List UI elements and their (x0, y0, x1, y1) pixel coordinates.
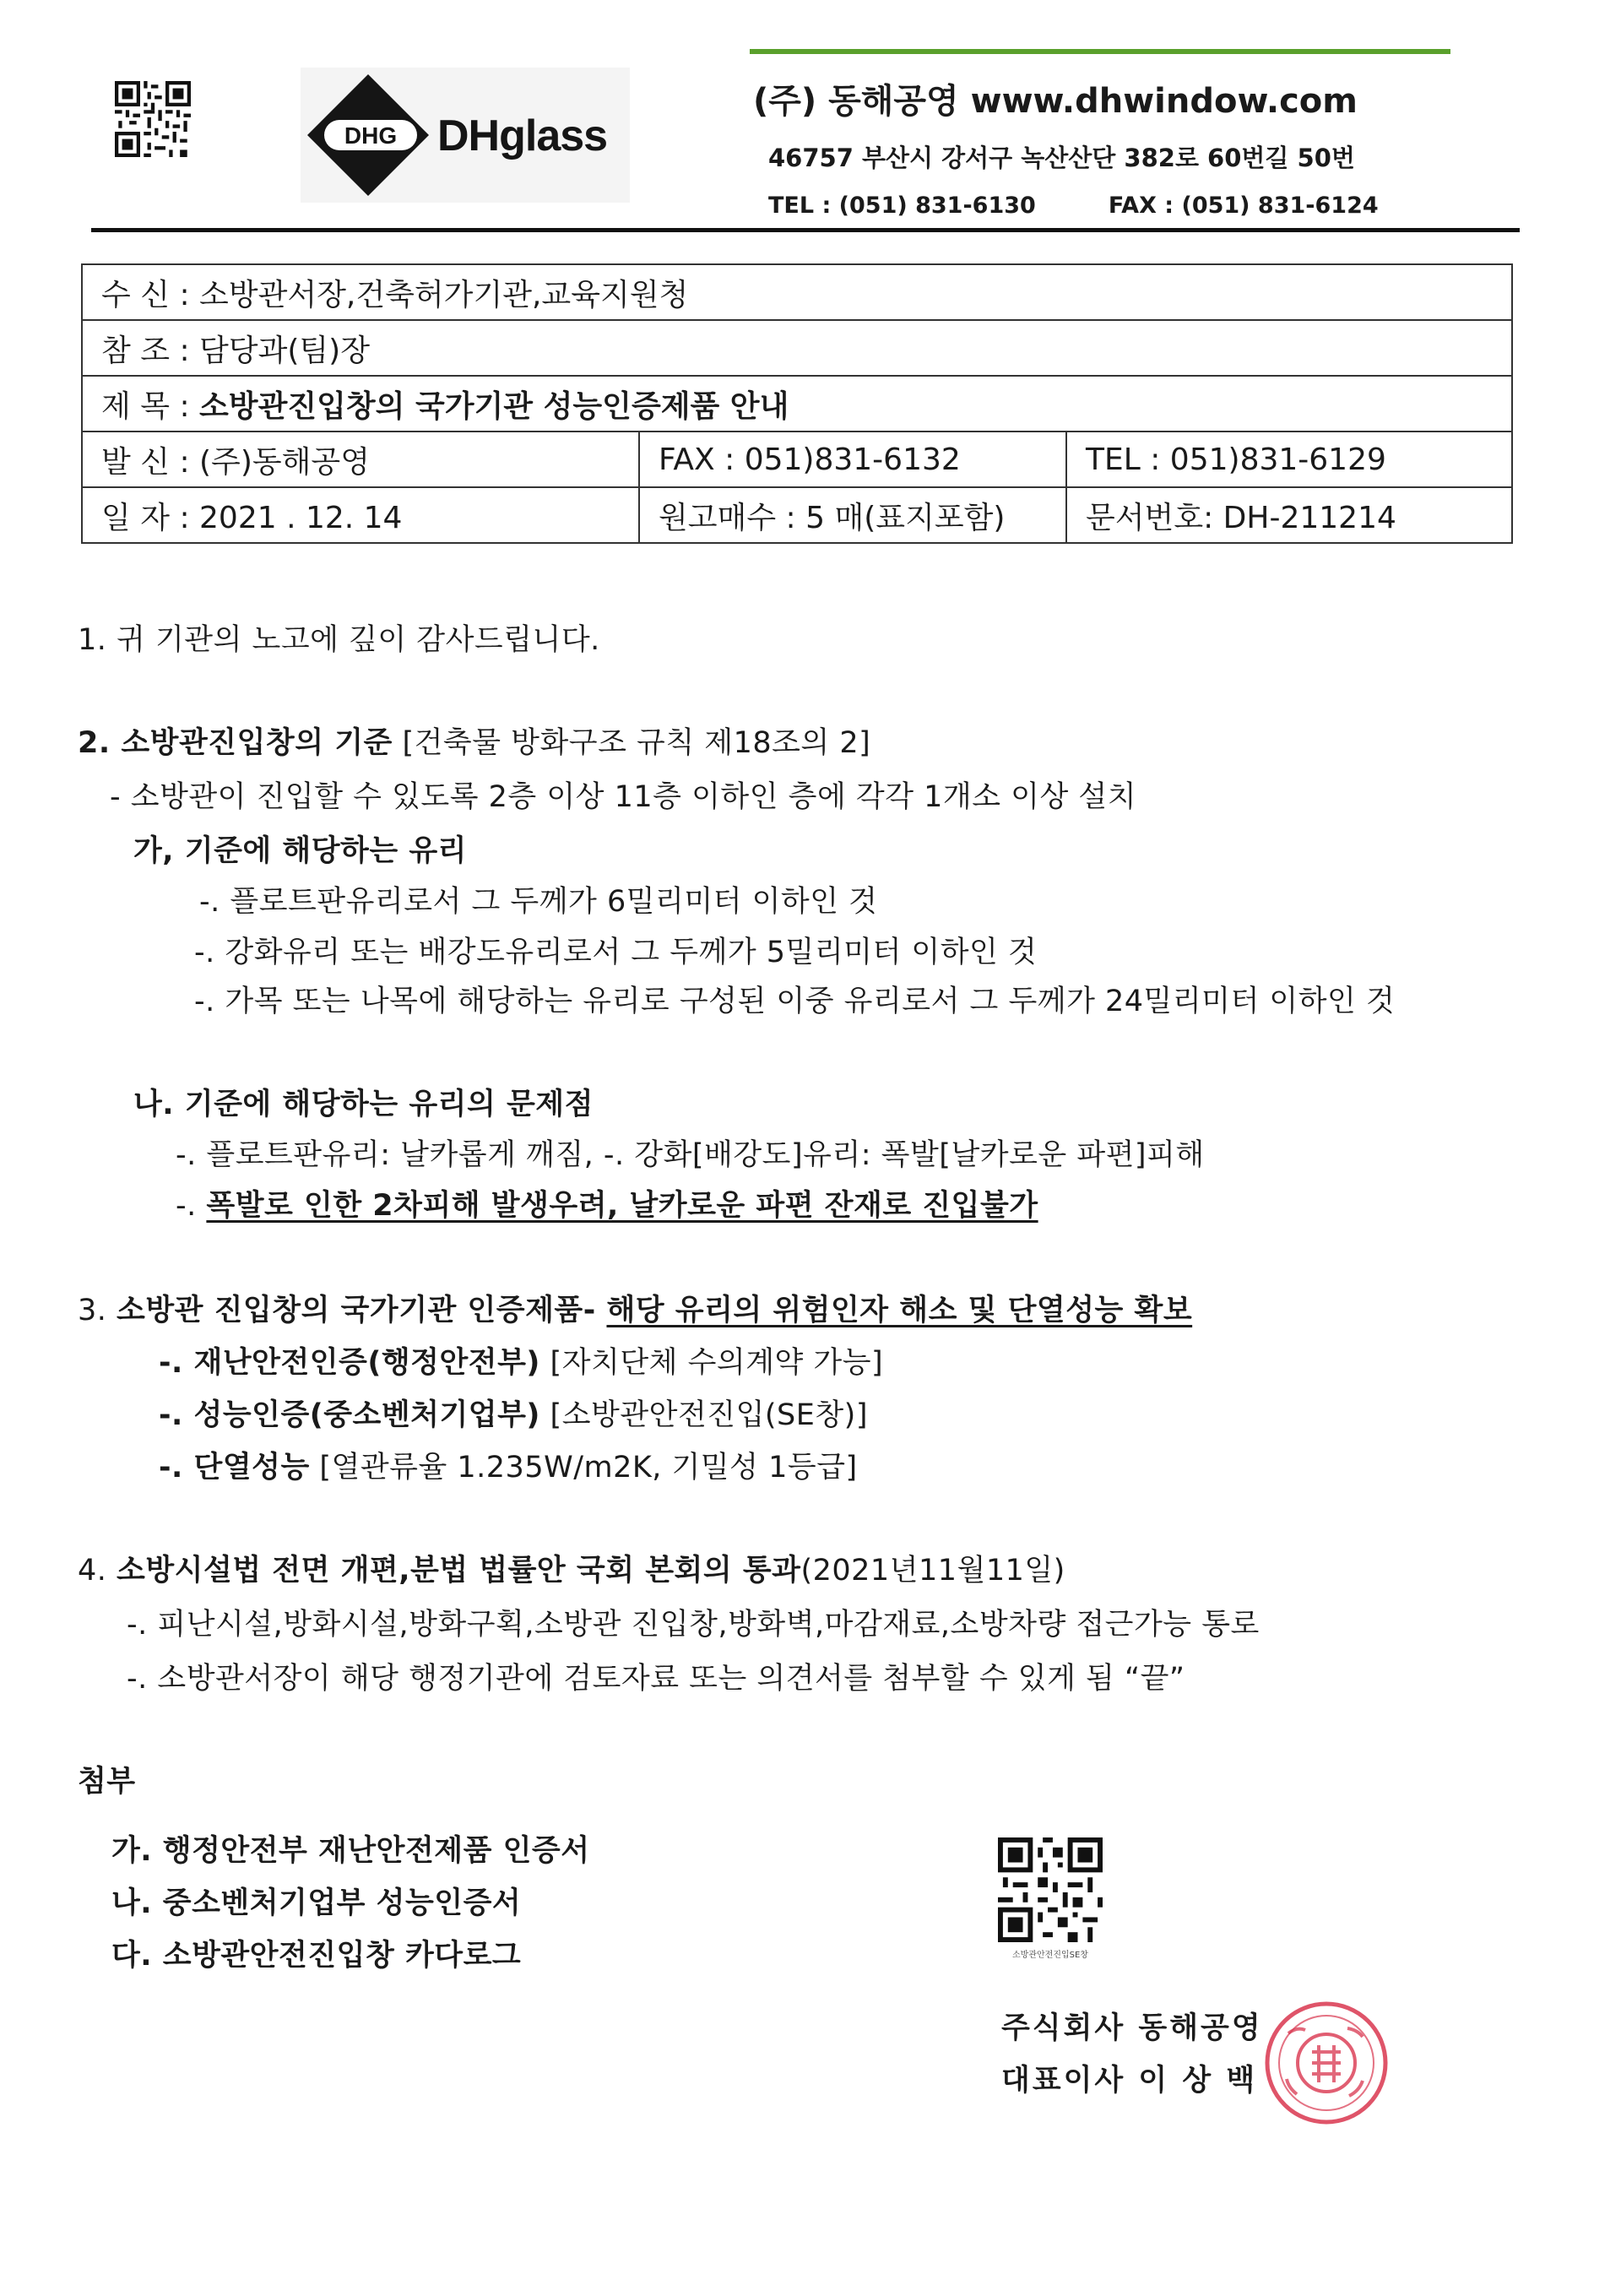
dhglass-logo (301, 68, 630, 203)
date-cell: 일 자 : 2021 . 12. 14 (82, 487, 639, 543)
para-3-item-3 (159, 1444, 858, 1486)
company-name-url: (주) 동해공영 www.dhwindow.com (753, 82, 1358, 121)
para-2-title: . 소방관진입창의 기준 (98, 726, 393, 760)
para-4-date: (2021년11월11일) (800, 1554, 1065, 1588)
logo-text-bold: DH (437, 111, 500, 160)
company-address: 46757 부산시 강서구 녹산산단 382로 60번길 50번 (768, 144, 1355, 172)
header-qr-code (115, 81, 191, 157)
doc-number-cell: 문서번호: DH-211214 (1066, 487, 1512, 543)
reference-cell: 참 조 : 담당과(팀)장 (82, 320, 1512, 376)
svg-text:DHglass (437, 111, 607, 160)
para-3-item-1 (159, 1339, 883, 1381)
attachment-item-1: 가. 행정안전부 재난안전제품 인증서 (111, 1834, 590, 1868)
para-4-item-2: -. 소방관서장이 해당 행정기관에 검토자료 또는 의견서를 첨부할 수 있게 됨 “끝” (127, 1662, 1185, 1696)
para-4-heading (78, 1547, 1065, 1589)
para-3-item-1-title: -. 재난안전인증(행정안전부) (159, 1346, 540, 1380)
recipient-cell: 수 신 : 소방관서장,건축허가기관,교육지원청 (82, 264, 1512, 320)
subject-cell (82, 376, 1512, 432)
section-na-item-1: -. 플로트판유리: 날카롭게 깨짐, -. 강화[배강도]유리: 폭발[날카로운 파편]피해 (176, 1138, 1205, 1172)
logo-text-light: glass (499, 111, 608, 160)
para-2-heading (78, 719, 870, 762)
para-3-title: 소방관 진입창의 국가기관 인증제품- (117, 1294, 607, 1327)
para-4-item-1: -. 피난시설,방화시설,방화구획,소방관 진입창,방화벽,마감재료,소방차량 접근가능 통로 (127, 1608, 1260, 1642)
sender-cell: 발 신 : (주)동해공영 (82, 432, 639, 487)
logo-badge-text: DHG (344, 122, 398, 149)
section-ga-title: 가, 기준에 해당하는 유리 (133, 834, 467, 868)
para-3-item-2-note: [소방관안전진입(SE창)] (539, 1398, 868, 1432)
section-na-item-2 (176, 1182, 1038, 1224)
para-2-line: - 소방관이 진입할 수 있도록 2층 이상 11층 이하인 층에 각각 1개소 이상 설치 (110, 780, 1137, 814)
pages-cell: 원고매수 : 5 매(표지포함) (639, 487, 1066, 543)
sender-fax-cell: FAX : 051)831-6132 (639, 432, 1066, 487)
green-rule (750, 49, 1450, 54)
signature-ceo: 대표이사 이 상 백 (1001, 2064, 1258, 2098)
attachment-item-2: 나. 중소벤처기업부 성능인증서 (111, 1886, 522, 1920)
para-3-underlined: 해당 유리의 위험인자 해소 및 단열성능 확보 (606, 1294, 1193, 1327)
para-2-number: 2 (78, 726, 99, 760)
section-na-item-2-dash: -. (176, 1189, 207, 1223)
document-info-table (81, 263, 1513, 544)
attachment-item-3: 다. 소방관안전진입창 카다로그 (111, 1939, 522, 1973)
para-3-number: 3. (78, 1294, 117, 1327)
para-3-item-3-note: [열관류율 1.235W/m2K, 기밀성 1등급] (309, 1451, 858, 1485)
attachments-title: 첨부 (78, 1765, 136, 1799)
para-4-number: 4. (78, 1554, 117, 1588)
header-rule (91, 228, 1520, 232)
company-contact (768, 193, 1379, 219)
company-tel: TEL : (051) 831-6130 (768, 193, 1036, 219)
para-1: 1. 귀 기관의 노고에 깊이 감사드립니다. (78, 623, 600, 657)
section-ga-item-2: -. 강화유리 또는 배강도유리로서 그 두께가 5밀리미터 이하인 것 (194, 936, 1038, 969)
para-3-item-1-note: [자치단체 수의계약 가능] (539, 1346, 884, 1380)
company-seal-stamp (1263, 2000, 1390, 2126)
qr-caption: 소방관안전진입SE창 (1012, 1951, 1088, 1960)
subject-text: 소방관진입창의 국가기관 성능인증제품 안내 (199, 388, 789, 424)
section-ga-item-1: -. 플로트판유리로서 그 두께가 6밀리미터 이하인 것 (199, 885, 878, 919)
para-4-title: 소방시설법 전면 개편,분법 법률안 국회 본회의 통과 (117, 1554, 801, 1588)
para-3-item-3-title: -. 단열성능 (159, 1451, 310, 1485)
para-3-item-2-title: -. 성능인증(중소벤처기업부) (159, 1398, 540, 1432)
signature-company: 주식회사 동해공영 (1001, 2011, 1263, 2045)
para-3-heading (78, 1287, 1192, 1329)
para-3-item-2 (159, 1392, 868, 1434)
section-na-title: 나. 기준에 해당하는 유리의 문제점 (133, 1088, 594, 1121)
company-fax: FAX : (051) 831-6124 (1108, 193, 1379, 219)
section-ga-item-3: -. 가목 또는 나목에 해당하는 유리로 구성된 이중 유리로서 그 두께가 24밀리미터 이하인 것 (194, 985, 1396, 1018)
catalog-qr-code (998, 1837, 1103, 1942)
section-na-item-2-text: 폭발로 인한 2차피해 발생우려, 날카로운 파편 잔재로 진입불가 (206, 1189, 1038, 1223)
subject-label: 제 목 : (101, 388, 200, 424)
para-2-reference: [건축물 방화구조 규칙 제18조의 2] (392, 726, 871, 760)
sender-tel-cell: TEL : 051)831-6129 (1066, 432, 1512, 487)
